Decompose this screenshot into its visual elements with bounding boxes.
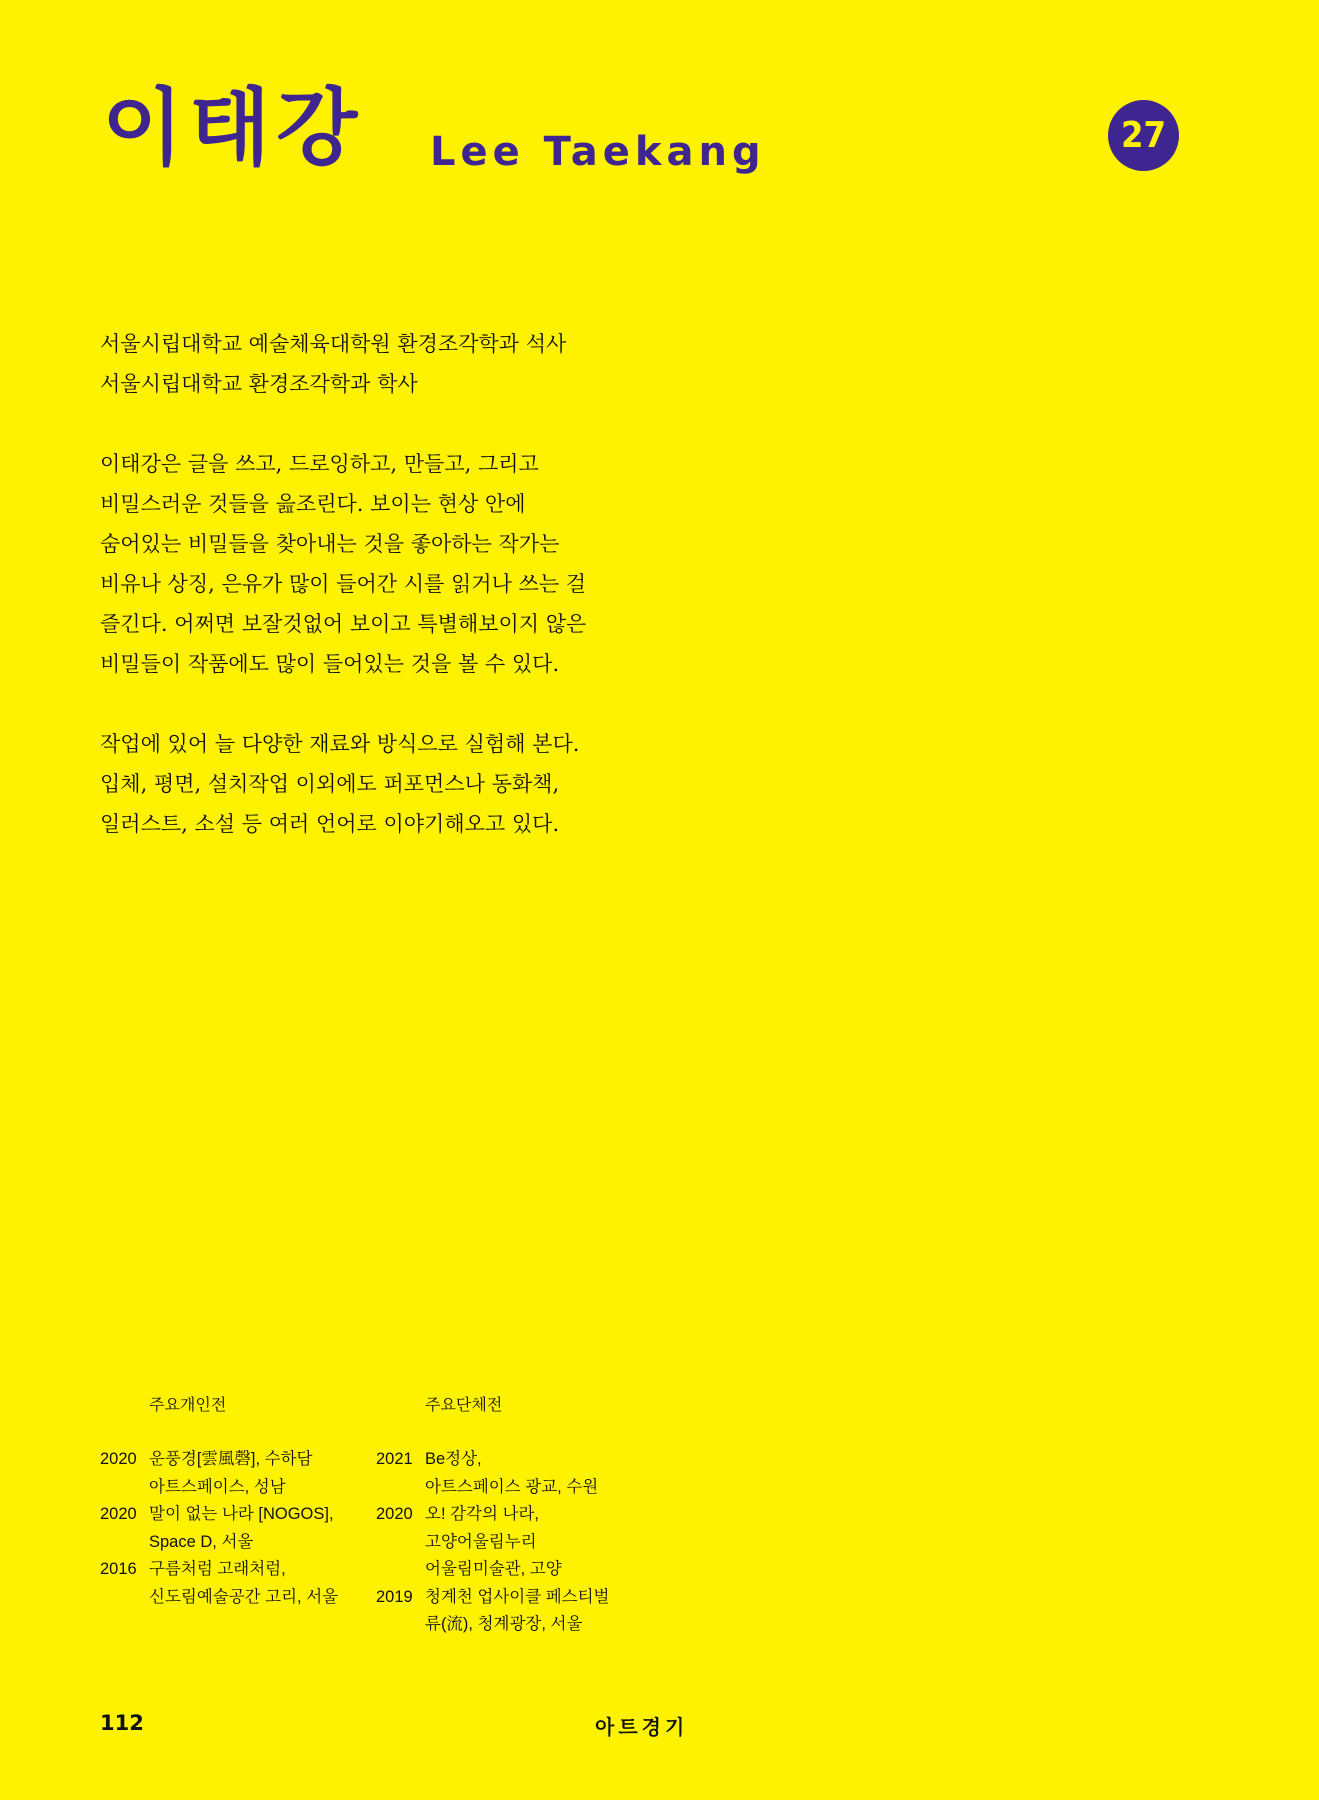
education-line: 서울시립대학교 환경조각학과 학사 [100,372,418,396]
bio-line: 이태강은 글을 쓰고, 드로잉하고, 만들고, 그리고 [100,452,539,476]
exhibition-item [376,1501,636,1584]
exhibition-line: 류(流), 청계광장, 서울 [425,1615,583,1633]
exhibition-item [376,1446,636,1501]
group-exhibitions-heading: 주요단체전 [425,1397,503,1414]
bio-paragraph-1 [100,444,660,684]
exhibition-description [149,1556,370,1611]
bio-line: 비밀스러운 것들을 읊조린다. 보이는 현상 안에 [100,492,526,516]
exhibition-line: 고양어울림누리 [425,1532,537,1551]
bio-line: 숨어있는 비밀들을 찾아내는 것을 좋아하는 작가는 [100,532,560,556]
exhibition-item [376,1584,636,1639]
bio-line: 작업에 있어 늘 다양한 재료와 방식으로 실험해 본다. [100,732,580,756]
exhibition-year: 2020 [100,1505,137,1523]
exhibition-line: 어울림미술관, 고양 [425,1560,562,1578]
group-exhibitions-list [376,1446,636,1639]
exhibition-description [425,1446,636,1501]
bio-paragraph-2 [100,724,660,844]
exhibition-line: 아트스페이스 광교, 수원 [425,1477,599,1496]
exhibition-line: 말이 없는 나라 [NOGOS], [149,1505,334,1523]
exhibition-year: 2021 [376,1450,413,1468]
bio-line: 비유나 상징, 은유가 많이 들어간 시를 읽거나 쓰는 걸 [100,572,587,596]
exhibition-line: Space D, 서울 [149,1532,254,1551]
artist-name-english: Lee Taekang [430,129,766,175]
exhibition-year: 2016 [100,1560,137,1578]
exhibition-description [425,1501,636,1584]
exhibition-description [149,1501,370,1556]
exhibition-item [100,1446,370,1501]
solo-exhibitions-list [100,1446,370,1611]
exhibition-item [100,1501,370,1556]
exhibition-line: 운풍경[雲風磬], 수하담 [149,1450,313,1468]
exhibition-year: 2019 [376,1587,413,1606]
bio-line: 일러스트, 소설 등 여러 언어로 이야기해오고 있다. [100,812,560,836]
exhibition-line: 청계천 업사이클 페스티벌 [425,1587,610,1606]
bio-line: 입체, 평면, 설치작업 이외에도 퍼포먼스나 동화책, [100,772,560,796]
education-line: 서울시립대학교 예술체육대학원 환경조각학과 석사 [100,332,567,356]
education-block [100,324,660,404]
bio-line: 즐긴다. 어쩌면 보잘것없어 보이고 특별해보이지 않은 [100,612,587,636]
solo-exhibitions-heading: 주요개인전 [149,1397,227,1414]
artist-number-badge: 27 [1108,100,1179,171]
exhibition-line: 아트스페이스, 성남 [149,1477,286,1496]
exhibition-line: 신도림예술공간 고리, 서울 [149,1587,339,1606]
exhibition-item [100,1556,370,1611]
exhibition-description [425,1584,636,1639]
publication-title: 아트경기 [595,1715,689,1739]
bio-line: 비밀들이 작품에도 많이 들어있는 것을 볼 수 있다. [100,652,560,676]
exhibition-year: 2020 [376,1505,413,1523]
exhibition-year: 2020 [100,1450,137,1468]
exhibition-line: 오! 감각의 나라, [425,1505,539,1523]
page-number: 112 [100,1711,144,1735]
exhibition-line: 구름처럼 고래처럼, [149,1560,286,1578]
exhibition-line: Be정상, [425,1450,482,1468]
artist-name-korean: 이태강 [102,79,364,177]
exhibition-description [149,1446,370,1501]
